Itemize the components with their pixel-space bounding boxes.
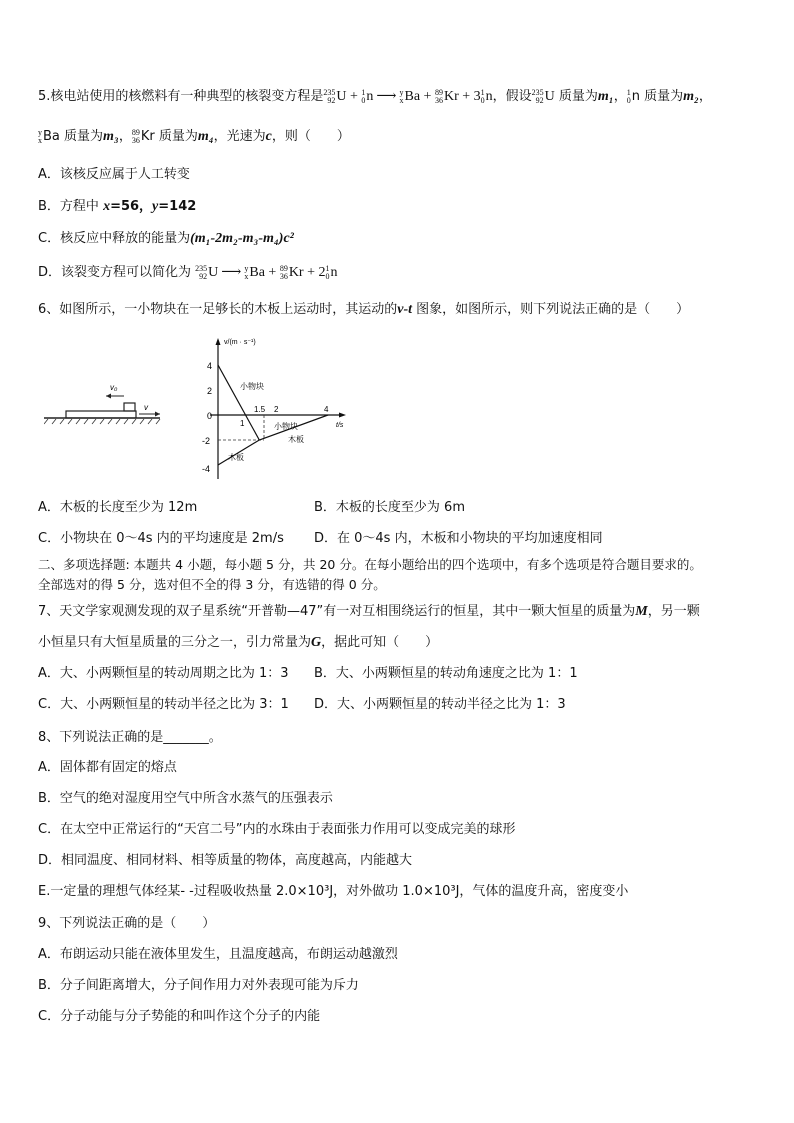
- q5-stem-line1: 5.核电站使用的核燃料有一种典型的核裂变方程是 235 92 U + 1 0 n ⟶ y x Ba + 89 36 Kr + 3 1 0 n，假设 235 92 U 质量为m₁， 1 0 n 质量为m₂，: [38, 87, 712, 105]
- q7-G: G: [311, 635, 322, 650]
- y-tick-2: 2: [207, 386, 213, 396]
- q5-optb-x: x: [103, 199, 111, 214]
- q5-optb-end: =142: [158, 199, 197, 214]
- q5-option-a[interactable]: A．该核反应属于人工转变: [38, 167, 190, 182]
- q7-stem-line2: [38, 634, 438, 652]
- q5-optd-equation: 235 92 U ⟶ y x Ba + 89 36 Kr + 2 1 0 n: [195, 263, 338, 281]
- q7-line2: 小恒星只有大恒星质量的三分之一，引力常量为: [38, 635, 312, 650]
- q5-equation: 235 92 U + 1 0 n ⟶ y x Ba + 89 36 Kr + 3 1 0 n: [323, 87, 493, 105]
- section2-line2: 全部选对的得 5 分，选对但不全的得 3 分，有选错的得 0 分。: [38, 577, 386, 592]
- label-block: 小物块: [240, 382, 264, 391]
- q5-assume: ，假设: [492, 89, 532, 104]
- q5-m1-text: 质量为: [558, 89, 598, 104]
- q5-optc-prefix: C．核反应中释放的能量为: [38, 231, 191, 246]
- q5-optb-y: y: [152, 199, 159, 214]
- label-board: 木板: [288, 435, 304, 444]
- q9-option-c[interactable]: C．分子动能与分子势能的和叫作这个分子的内能: [38, 1009, 321, 1024]
- q6-vt-graph: [196, 334, 356, 484]
- q6-option-c[interactable]: C．小物块在 0～4s 内的平均速度是 2m/s: [38, 531, 284, 546]
- q8-stem: 8、下列说法正确的是_______。: [38, 730, 222, 745]
- q7-line1-end: ，另一颗: [647, 604, 700, 619]
- q5-n-text: n 质量为: [631, 89, 684, 104]
- q5-option-c[interactable]: [38, 230, 294, 248]
- ground-hatch: [44, 419, 160, 424]
- x-tick-2: 2: [274, 405, 279, 414]
- q6-stem-text: 6、如图所示，一小物块在一足够长的木板上运动时，其运动的: [38, 302, 398, 317]
- q7-option-c[interactable]: C．大、小两颗恒星的转动半径之比为 3：1: [38, 697, 289, 712]
- q6-stem: [38, 301, 689, 319]
- y-tick-0: 0: [207, 411, 213, 421]
- q8-option-e[interactable]: E.一定量的理想气体经某- -过程吸收热量 2.0×10³J，对外做功 1.0×10³J，气体的温度升高，密度变小: [38, 884, 629, 899]
- x-tick-1-5: 1.5: [254, 405, 266, 414]
- series-block-line: [218, 365, 259, 440]
- y-axis-label: v/(m · s⁻¹): [224, 339, 256, 346]
- q7-M: M: [635, 604, 648, 619]
- q8-option-b[interactable]: B．空气的绝对湿度用空气中所含水蒸气的压强表示: [38, 791, 333, 806]
- q8-option-a[interactable]: A．固体都有固定的熔点: [38, 760, 177, 775]
- q5-optd-prefix: D．该裂变方程可以简化为: [38, 265, 192, 280]
- q5-c-text: ，光速为: [213, 129, 266, 144]
- x-axis-label: t/s: [336, 422, 344, 429]
- y-tick-4: 4: [207, 361, 213, 371]
- q6-vt: v-t: [397, 302, 413, 317]
- q6-stem-end: 图象，如图所示，则下列说法正确的是（ ）: [412, 302, 690, 317]
- q6-option-d[interactable]: D．在 0～4s 内，木板和小物块的平均加速度相同: [314, 531, 603, 546]
- q7-option-a[interactable]: A．大、小两颗恒星的转动周期之比为 1：3: [38, 666, 289, 681]
- label-board-2: 木板: [228, 453, 244, 462]
- q5-optb-mid: =56，: [110, 199, 153, 214]
- q7-line2-end: ，据此可知（ ）: [321, 635, 439, 650]
- board-rect: [66, 411, 136, 418]
- x-tick-4: 4: [324, 405, 329, 414]
- q5-option-b[interactable]: [38, 198, 196, 216]
- q5-ba-text: Ba 质量为: [43, 129, 104, 144]
- q7-line1: 7、天文学家观测发现的双子星系统“开普勒—47”有一对互相围绕运行的恒星，其中一颗大恒星的质量为: [38, 604, 636, 619]
- block-rect: [124, 403, 135, 411]
- q9-option-a[interactable]: A．布朗运动只能在液体里发生，且温度越高，布朗运动越激烈: [38, 947, 398, 962]
- q5-optc-expr: (m₁-2m₂-m₃-m₄)c²: [190, 231, 294, 246]
- label-block-2: 小物块: [274, 422, 298, 431]
- q5-kr-text: Kr 质量为: [140, 129, 198, 144]
- q7-option-d[interactable]: D．大、小两颗恒星的转动半径之比为 1：3: [314, 697, 566, 712]
- q6-option-a[interactable]: A．木板的长度至少为 12m: [38, 500, 198, 515]
- x-tick-1: 1: [240, 419, 245, 428]
- q7-stem-line1: [38, 603, 700, 621]
- q6-setup-figure: [44, 372, 174, 432]
- q5-end: ，则（ ）: [271, 129, 350, 144]
- q5-prefix: 5.核电站使用的核燃料有一种典型的核裂变方程是: [38, 89, 324, 104]
- q8-option-d[interactable]: D．相同温度、相同材料、相等质量的物体，高度越高，内能越大: [38, 853, 413, 868]
- y-tick-neg2: -2: [202, 436, 211, 446]
- q5-option-d[interactable]: [38, 264, 337, 282]
- q5-optb-prefix: B．方程中: [38, 199, 99, 214]
- q6-option-b[interactable]: B．木板的长度至少为 6m: [314, 500, 465, 515]
- label-v0: v₀: [110, 383, 118, 392]
- label-v: v: [144, 403, 148, 412]
- section2-line1: 二、多项选择题: 本题共 4 小题，每小题 5 分，共 20 分。在每小题给出的四个选项中，有多个选项是符合题目要求的。: [38, 557, 702, 572]
- q7-option-b[interactable]: B．大、小两颗恒星的转动角速度之比为 1：1: [314, 666, 578, 681]
- q9-option-b[interactable]: B．分子间距离增大，分子间作用力对外表现可能为斥力: [38, 978, 359, 993]
- q5-stem-line2: y x Ba 质量为m₃， 89 36 Kr 质量为m₄，光速为c，则（ ）: [38, 127, 350, 145]
- y-tick-neg4: -4: [202, 464, 211, 474]
- q9-stem: 9、下列说法正确的是（ ）: [38, 916, 216, 931]
- q8-option-c[interactable]: C．在太空中正常运行的“天宫二号”内的水珠由于表面张力作用可以变成完美的球形: [38, 822, 516, 837]
